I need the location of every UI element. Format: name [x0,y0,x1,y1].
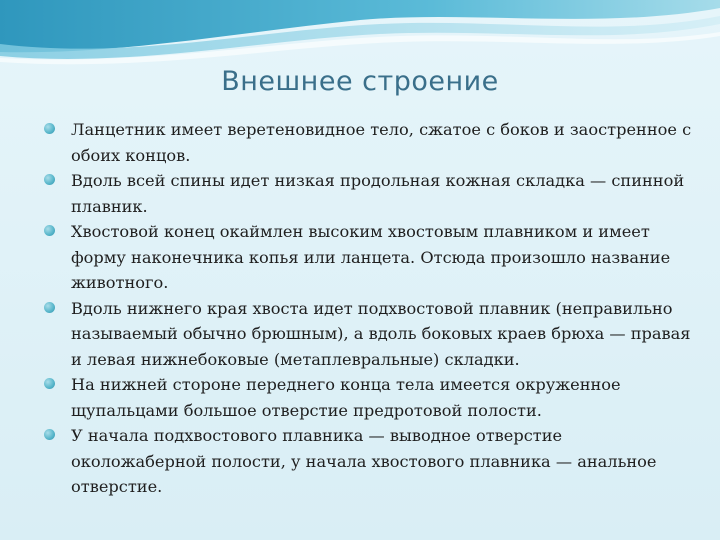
bullet-text: Вдоль всей спины идет низкая продольная кожная складка — спинной плавник. [71,171,685,216]
bullet-text: На нижней стороне переднего конца тела имеется окруженное щупальцами большое отверстие предротовой полости. [71,375,621,420]
bullet-icon [44,429,55,440]
bullet-list [44,117,694,500]
list-item [44,423,694,500]
header-wave-decoration [0,0,720,70]
list-item [44,219,694,296]
bullet-text: Хвостовой конец окаймлен высоким хвостовым плавником и имеет форму наконечника копья или ланцета. Отсюда произошло название животного. [71,222,671,292]
list-item [44,296,694,373]
bullet-icon [44,378,55,389]
bullet-text: Ланцетник имеет веретеновидное тело, сжатое с боков и заостренное с обоих концов. [71,120,692,165]
bullet-icon [44,225,55,236]
list-item [44,168,694,219]
bullet-icon [44,123,55,134]
list-item [44,117,694,168]
list-item [44,372,694,423]
slide-title: Внешнее строение [221,66,499,97]
bullet-icon [44,302,55,313]
bullet-text: У начала подхвостового плавника — выводное отверстие околожаберной полости, у начала хвостового плавника — анальное отверстие. [71,426,657,496]
bullet-icon [44,174,55,185]
bullet-text: Вдоль нижнего края хвоста идет подхвостовой плавник (неправильно называемый обычно брюшным), а вдоль боковых краев брюха — правая и левая нижнебоковые (метаплевральные) складки. [71,298,691,369]
